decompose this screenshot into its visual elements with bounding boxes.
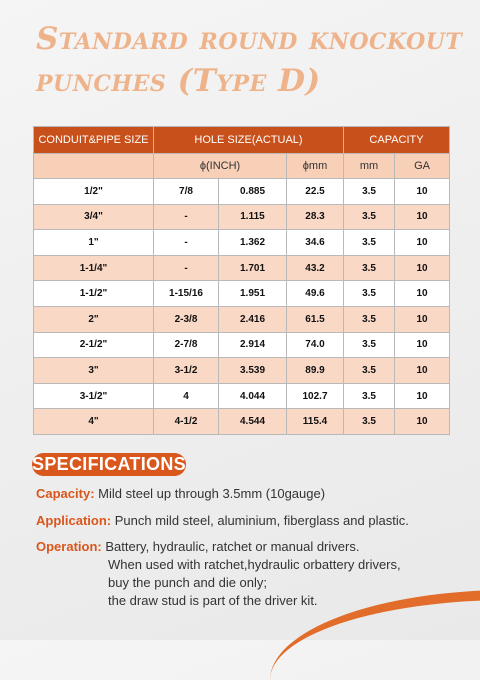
cell-capacity-ga: 10 [395, 230, 450, 256]
cell-conduit: 2-1/2" [34, 332, 154, 358]
cell-mm-diameter: 22.5 [287, 179, 344, 205]
table-row [34, 255, 450, 281]
subheader-empty [34, 154, 154, 179]
cell-mm-diameter: 89.9 [287, 358, 344, 384]
table-row [34, 383, 450, 409]
cell-capacity-ga: 10 [395, 255, 450, 281]
cell-capacity-mm: 3.5 [344, 306, 395, 332]
cell-mm-diameter: 74.0 [287, 332, 344, 358]
table-subheader-row [34, 154, 450, 179]
application-text: Punch mild steel, aluminium, fiberglass and plastic. [114, 513, 409, 528]
cell-conduit: 1/2" [34, 179, 154, 205]
operation-line-4: the draw stud is part of the driver kit. [108, 593, 318, 608]
operation-line-3: buy the punch and die only; [108, 575, 268, 590]
subheader-mm-diameter: ϕmm [287, 154, 344, 179]
cell-inch-fraction: 7/8 [154, 179, 219, 205]
header-conduit-size: CONDUIT&PIPE SIZE [34, 127, 154, 154]
cell-inch-decimal: 1.362 [219, 230, 287, 256]
table-row [34, 358, 450, 384]
cell-inch-decimal: 4.044 [219, 383, 287, 409]
spec-capacity [36, 486, 325, 501]
cell-mm-diameter: 49.6 [287, 281, 344, 307]
subheader-inch: ϕ(INCH) [154, 154, 287, 179]
cell-inch-decimal: 1.115 [219, 204, 287, 230]
cell-conduit: 1-1/2" [34, 281, 154, 307]
operation-label: Operation: [36, 539, 102, 554]
table-row [34, 179, 450, 205]
cell-capacity-ga: 10 [395, 306, 450, 332]
cell-capacity-mm: 3.5 [344, 332, 395, 358]
subheader-mm: mm [344, 154, 395, 179]
cell-capacity-ga: 10 [395, 179, 450, 205]
header-capacity: CAPACITY [344, 127, 450, 154]
cell-capacity-ga: 10 [395, 281, 450, 307]
cell-conduit: 1-1/4" [34, 255, 154, 281]
cell-capacity-mm: 3.5 [344, 383, 395, 409]
cell-conduit: 3-1/2" [34, 383, 154, 409]
cell-capacity-ga: 10 [395, 409, 450, 435]
cell-conduit: 4" [34, 409, 154, 435]
cell-mm-diameter: 28.3 [287, 204, 344, 230]
cell-capacity-ga: 10 [395, 358, 450, 384]
header-hole-size: HOLE SIZE(ACTUAL) [154, 127, 344, 154]
cell-capacity-ga: 10 [395, 332, 450, 358]
application-label: Application: [36, 513, 112, 528]
cell-conduit: 1" [34, 230, 154, 256]
cell-inch-decimal: 2.416 [219, 306, 287, 332]
cell-capacity-mm: 3.5 [344, 409, 395, 435]
cell-inch-fraction: 3-1/2 [154, 358, 219, 384]
cell-capacity-ga: 10 [395, 204, 450, 230]
cell-inch-decimal: 1.701 [219, 255, 287, 281]
cell-inch-fraction: 2-7/8 [154, 332, 219, 358]
cell-mm-diameter: 61.5 [287, 306, 344, 332]
table-row [34, 409, 450, 435]
cell-mm-diameter: 34.6 [287, 230, 344, 256]
cell-inch-decimal: 3.539 [219, 358, 287, 384]
table-row [34, 230, 450, 256]
subheader-ga: GA [395, 154, 450, 179]
cell-inch-fraction: 4-1/2 [154, 409, 219, 435]
cell-mm-diameter: 43.2 [287, 255, 344, 281]
table-row [34, 306, 450, 332]
cell-mm-diameter: 102.7 [287, 383, 344, 409]
cell-conduit: 2" [34, 306, 154, 332]
cell-conduit: 3/4" [34, 204, 154, 230]
spec-application [36, 513, 409, 528]
cell-mm-diameter: 115.4 [287, 409, 344, 435]
title-line-1: Standard round knockout [36, 21, 463, 57]
cell-capacity-mm: 3.5 [344, 179, 395, 205]
cell-inch-fraction: - [154, 255, 219, 281]
cell-capacity-ga: 10 [395, 383, 450, 409]
operation-text: Battery, hydraulic, ratchet or manual drivers. [105, 539, 360, 554]
cell-inch-fraction: 4 [154, 383, 219, 409]
cell-capacity-mm: 3.5 [344, 204, 395, 230]
cell-inch-fraction: - [154, 204, 219, 230]
cell-inch-decimal: 4.544 [219, 409, 287, 435]
cell-inch-fraction: 2-3/8 [154, 306, 219, 332]
knockout-size-table [33, 126, 450, 435]
cell-capacity-mm: 3.5 [344, 255, 395, 281]
cell-inch-fraction: - [154, 230, 219, 256]
cell-inch-decimal: 1.951 [219, 281, 287, 307]
cell-conduit: 3" [34, 358, 154, 384]
specifications-heading: SPECIFICATIONS [32, 454, 186, 474]
capacity-text: Mild steel up through 3.5mm (10gauge) [98, 486, 326, 501]
title-line-2: punches (Type D) [36, 63, 321, 99]
cell-capacity-mm: 3.5 [344, 281, 395, 307]
table-row [34, 332, 450, 358]
spec-operation [36, 539, 359, 554]
cell-inch-decimal: 0.885 [219, 179, 287, 205]
cell-capacity-mm: 3.5 [344, 230, 395, 256]
capacity-label: Capacity: [36, 486, 95, 501]
operation-line-2: When used with ratchet,hydraulic orbattery drivers, [108, 557, 401, 572]
table-row [34, 204, 450, 230]
table-header-row [34, 127, 450, 154]
page-title [36, 18, 466, 102]
table-body [34, 179, 450, 435]
table-row [34, 281, 450, 307]
cell-inch-decimal: 2.914 [219, 332, 287, 358]
cell-capacity-mm: 3.5 [344, 358, 395, 384]
cell-inch-fraction: 1-15/16 [154, 281, 219, 307]
